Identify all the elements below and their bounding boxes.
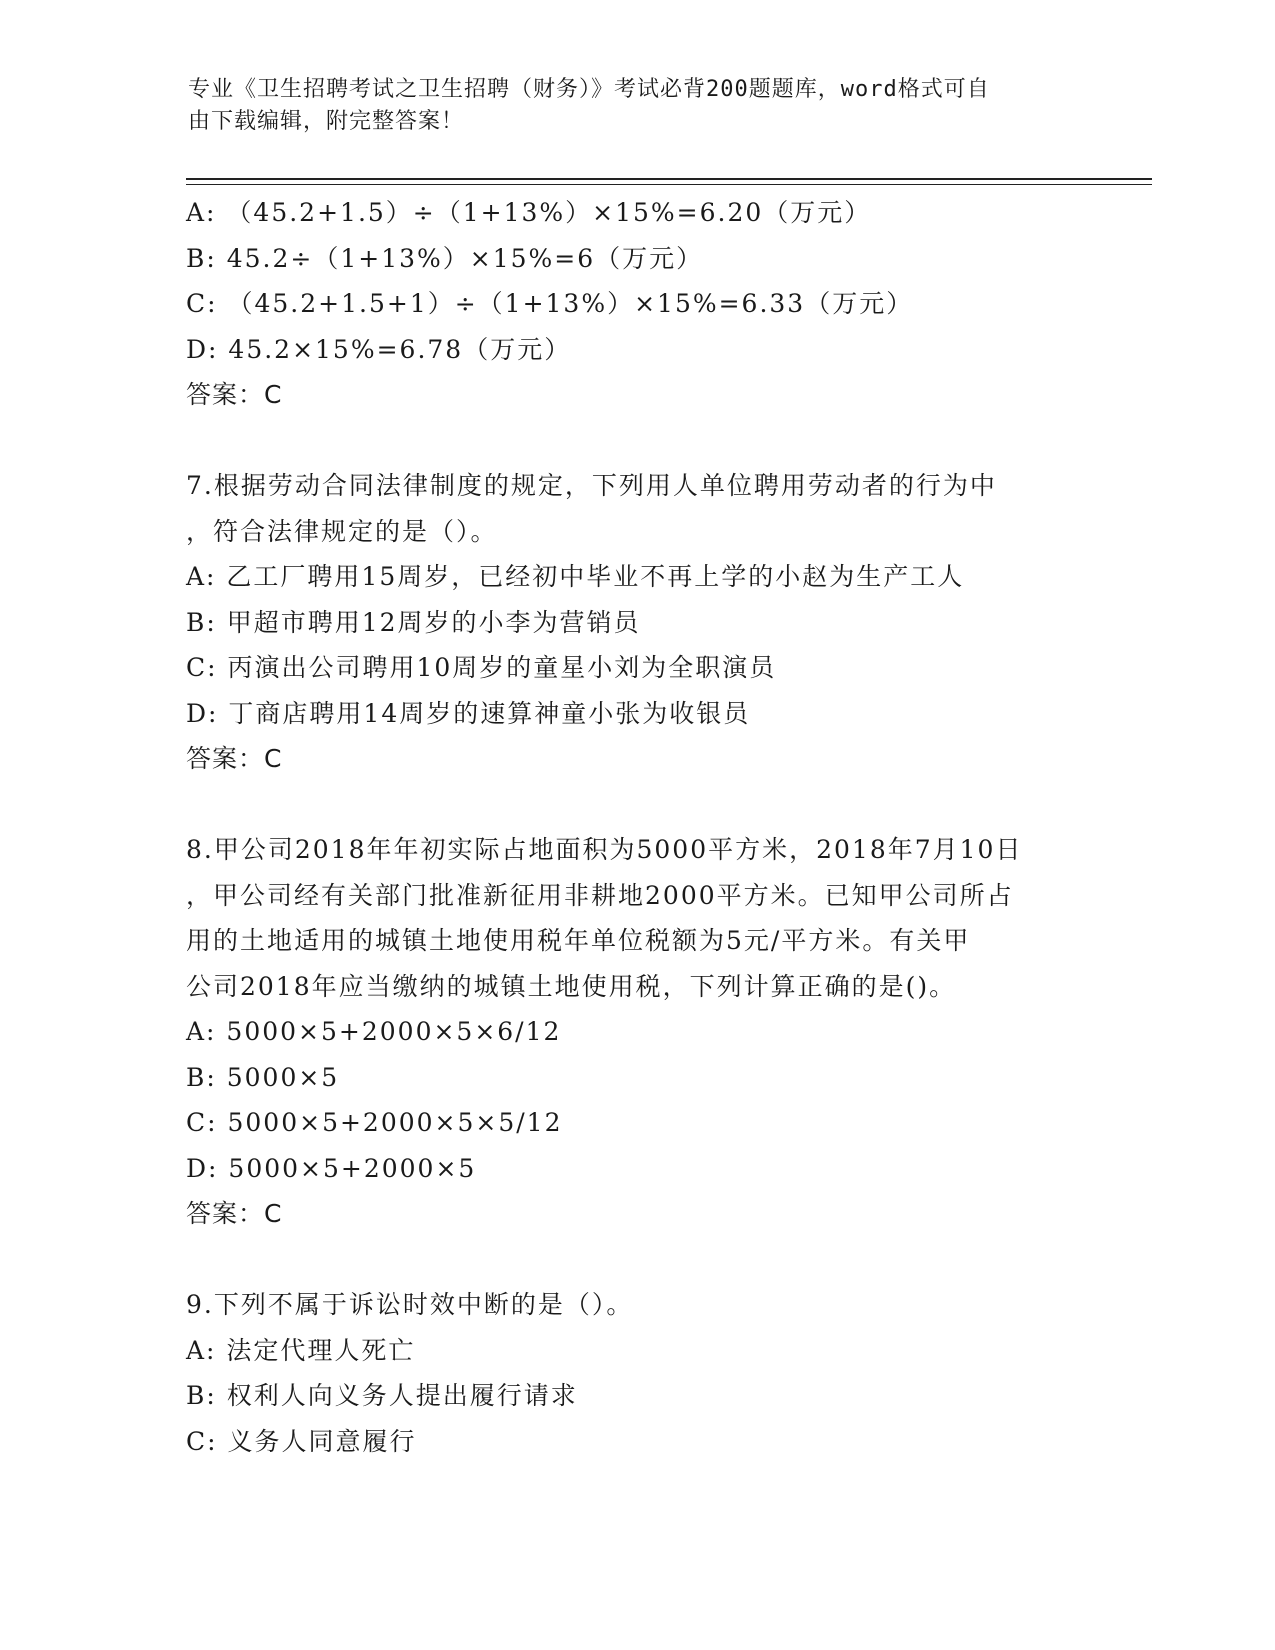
option-d: D: 5000×5+2000×5 xyxy=(186,1153,477,1183)
question-7 xyxy=(186,463,1086,782)
option-a: A: 乙工厂聘用15周岁，已经初中毕业不再上学的小赵为生产工人 xyxy=(186,562,965,591)
answer-line: 答案：C xyxy=(186,1199,283,1228)
header-divider-thick xyxy=(186,178,1152,180)
option-c: C: 义务人同意履行 xyxy=(186,1426,417,1456)
option-c: C: 丙演出公司聘用10周岁的童星小刘为全职演员 xyxy=(186,653,777,682)
option-b: B: 权利人向义务人提出履行请求 xyxy=(186,1381,578,1410)
question-8 xyxy=(186,827,1086,1237)
question-stem: ，符合法律规定的是（）。 xyxy=(186,516,498,546)
header-line-2: 由下载编辑，附完整答案！ xyxy=(188,109,465,134)
option-d: D: 丁商店聘用14周岁的速算神童小张为收银员 xyxy=(186,698,751,728)
question-stem: ，甲公司经有关部门批准新征用非耕地2000平方米。已知甲公司所占 xyxy=(186,880,1014,910)
spacer xyxy=(186,782,1086,828)
header-line-1: 专业《卫生招聘考试之卫生招聘（财务）》考试必背200题题库，word格式可自 xyxy=(188,77,990,102)
spacer xyxy=(186,1237,1086,1283)
question-stem: 7.根据劳动合同法律制度的规定，下列用人单位聘用劳动者的行为中 xyxy=(186,471,997,500)
option-b: B: 甲超市聘用12周岁的小李为营销员 xyxy=(186,607,641,637)
option-b: B: 5000×5 xyxy=(186,1062,340,1092)
question-6 xyxy=(186,190,1086,418)
question-stem: 8.甲公司2018年年初实际占地面积为5000平方米，2018年7月10日 xyxy=(186,835,1023,864)
option-b: B: 45.2÷（1+13%）×15%=6（万元） xyxy=(186,243,704,273)
answer-line: 答案：C xyxy=(186,380,283,409)
option-c: C: （45.2+1.5+1）÷（1+13%）×15%=6.33（万元） xyxy=(186,289,914,318)
question-9 xyxy=(186,1282,1086,1464)
question-stem: 公司2018年应当缴纳的城镇土地使用税，下列计算正确的是()。 xyxy=(186,971,957,1001)
option-d: D: 45.2×15%=6.78（万元） xyxy=(186,334,572,364)
option-a: A: 5000×5+2000×5×6/12 xyxy=(186,1017,562,1046)
question-stem: 用的土地适用的城镇土地使用税年单位税额为5元/平方米。有关甲 xyxy=(186,926,971,955)
option-a: A: （45.2+1.5）÷（1+13%）×15%=6.20（万元） xyxy=(186,198,872,227)
spacer xyxy=(186,418,1086,464)
question-list xyxy=(186,190,1086,1464)
header-divider-thin xyxy=(186,184,1152,185)
question-stem: 9.下列不属于诉讼时效中断的是（）。 xyxy=(186,1290,634,1319)
option-c: C: 5000×5+2000×5×5/12 xyxy=(186,1108,563,1137)
answer-line: 答案：C xyxy=(186,744,283,773)
document-header xyxy=(188,74,1068,138)
option-a: A: 法定代理人死亡 xyxy=(186,1335,416,1365)
